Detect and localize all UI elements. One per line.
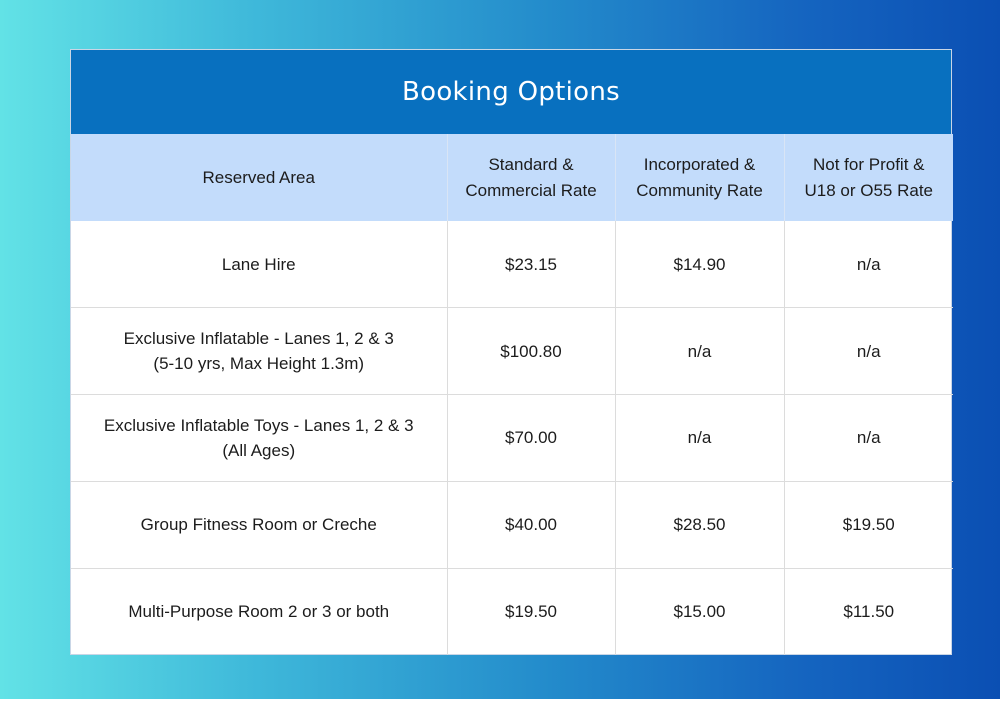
standard-rate-cell: $40.00 bbox=[447, 481, 615, 568]
reserved-area-name: Exclusive Inflatable - Lanes 1, 2 & 3 bbox=[123, 329, 394, 349]
reserved-area-cell bbox=[71, 308, 447, 395]
column-header-community-rate bbox=[615, 134, 784, 221]
column-header-line: Standard & bbox=[488, 154, 574, 174]
community-rate-cell: $28.50 bbox=[615, 481, 784, 568]
nfp-rate-cell: n/a bbox=[784, 221, 953, 308]
column-header-line: Reserved Area bbox=[202, 167, 315, 187]
page-bottom-strip bbox=[0, 699, 1000, 705]
reserved-area-cell bbox=[71, 481, 447, 568]
reserved-area-name: Exclusive Inflatable Toys - Lanes 1, 2 & 3 bbox=[103, 415, 414, 435]
booking-options-table bbox=[71, 134, 953, 655]
booking-options-card bbox=[70, 49, 952, 655]
table-row bbox=[71, 568, 953, 655]
community-rate-cell: $14.90 bbox=[615, 221, 784, 308]
community-rate-cell: n/a bbox=[615, 308, 784, 395]
title-bar bbox=[71, 50, 951, 134]
reserved-area-detail: (All Ages) bbox=[222, 440, 296, 460]
column-header-line: Community Rate bbox=[636, 180, 763, 200]
nfp-rate-cell: n/a bbox=[784, 308, 953, 395]
page-title: Booking Options bbox=[402, 77, 620, 107]
standard-rate-cell: $23.15 bbox=[447, 221, 615, 308]
community-rate-cell: n/a bbox=[615, 395, 784, 482]
reserved-area-name: Group Fitness Room or Creche bbox=[140, 515, 377, 535]
column-header-line: Incorporated & bbox=[643, 154, 756, 174]
reserved-area-cell bbox=[71, 568, 447, 655]
standard-rate-cell: $100.80 bbox=[447, 308, 615, 395]
reserved-area-cell bbox=[71, 395, 447, 482]
table-row bbox=[71, 481, 953, 568]
column-header-standard-rate bbox=[447, 134, 615, 221]
column-header-reserved-area bbox=[71, 134, 447, 221]
nfp-rate-cell: $11.50 bbox=[784, 568, 953, 655]
column-header-line: U18 or O55 Rate bbox=[804, 180, 933, 200]
table-row bbox=[71, 395, 953, 482]
reserved-area-cell bbox=[71, 221, 447, 308]
nfp-rate-cell: $19.50 bbox=[784, 481, 953, 568]
standard-rate-cell: $70.00 bbox=[447, 395, 615, 482]
reserved-area-name: Multi-Purpose Room 2 or 3 or both bbox=[128, 602, 390, 622]
standard-rate-cell: $19.50 bbox=[447, 568, 615, 655]
nfp-rate-cell: n/a bbox=[784, 395, 953, 482]
table-row bbox=[71, 221, 953, 308]
reserved-area-name: Lane Hire bbox=[221, 254, 296, 274]
column-header-nfp-rate bbox=[784, 134, 953, 221]
reserved-area-detail: (5-10 yrs, Max Height 1.3m) bbox=[153, 354, 365, 374]
community-rate-cell: $15.00 bbox=[615, 568, 784, 655]
table-header-row bbox=[71, 134, 953, 221]
column-header-line: Not for Profit & bbox=[813, 154, 925, 174]
table-row bbox=[71, 308, 953, 395]
column-header-line: Commercial Rate bbox=[465, 180, 597, 200]
